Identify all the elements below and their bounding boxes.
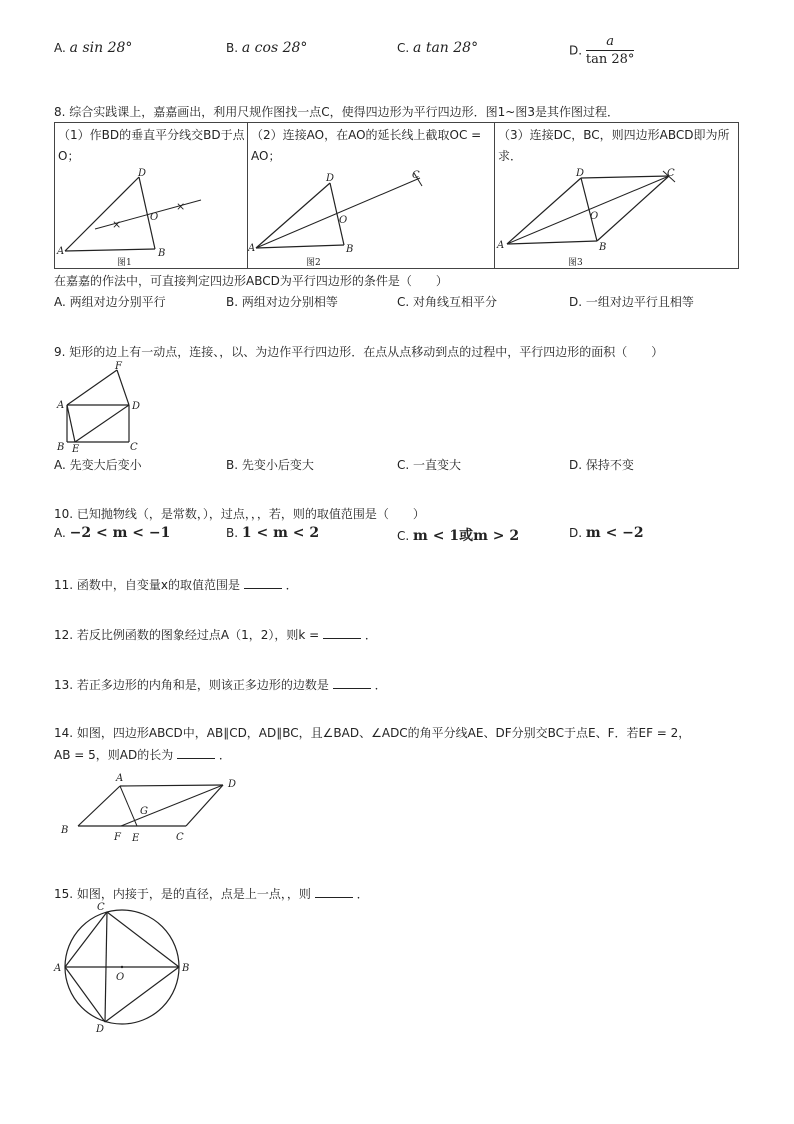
q11 bbox=[54, 576, 298, 593]
q14-end: ． bbox=[218, 748, 231, 762]
q14-line2 bbox=[54, 746, 231, 763]
svg-text:D: D bbox=[138, 168, 147, 179]
q9-option-c: C. 一直变大 bbox=[397, 458, 462, 472]
fraction-numerator: a bbox=[586, 34, 635, 51]
q10-option-c bbox=[397, 525, 519, 545]
figure-2-caption: 图2 bbox=[306, 258, 321, 268]
q7-option-a bbox=[54, 40, 132, 56]
svg-text:F: F bbox=[114, 832, 121, 843]
q11-end: ． bbox=[285, 578, 298, 592]
option-letter: B. bbox=[226, 526, 239, 540]
fraction-denominator: tan 28° bbox=[585, 52, 635, 67]
svg-text:O: O bbox=[590, 211, 599, 222]
q9-option-a: A. 先变大后变小 bbox=[54, 458, 142, 472]
q7-option-c bbox=[397, 40, 478, 56]
answer-blank bbox=[333, 678, 371, 689]
q14-text: AB = 5，则AD的长为 bbox=[54, 748, 174, 762]
svg-text:E: E bbox=[132, 833, 140, 844]
svg-text:B: B bbox=[158, 248, 166, 259]
svg-text:A: A bbox=[57, 400, 65, 411]
q12 bbox=[54, 626, 377, 643]
q8-cell-1 bbox=[55, 123, 248, 269]
option-expression: m < −2 bbox=[585, 525, 644, 541]
figure-1 bbox=[55, 168, 247, 268]
q8-option-a: A. 两组对边分别平行 bbox=[54, 295, 166, 309]
option-expression: −2 < m < −1 bbox=[69, 525, 171, 541]
svg-text:O: O bbox=[116, 972, 125, 983]
q8-option-d: D. 一组对边平行且相等 bbox=[569, 295, 694, 309]
svg-text:C: C bbox=[176, 832, 184, 843]
q8-step-3-text: （3）连接DC，BC，则四边形ABCD即为所求． bbox=[498, 128, 730, 163]
svg-text:D: D bbox=[326, 173, 335, 184]
q8-step-1-text: （1）作BD的垂直平分线交BD于点O； bbox=[58, 128, 245, 163]
q14-figure bbox=[58, 768, 258, 848]
svg-text:D: D bbox=[576, 168, 585, 179]
q8-option-c: C. 对角线互相平分 bbox=[397, 295, 498, 309]
figure-2 bbox=[248, 168, 494, 268]
q12-text: 12. 若反比例函数的图象经过点A（1，2），则k = bbox=[54, 628, 320, 642]
svg-text:G: G bbox=[140, 806, 148, 817]
figure-3-caption: 图3 bbox=[568, 258, 583, 268]
q15-text: 15. 如图，内接于，是的直径，点是上一点，，则 bbox=[54, 887, 311, 901]
svg-text:B: B bbox=[57, 442, 65, 452]
q13-end: ． bbox=[374, 678, 387, 692]
q10-option-b bbox=[226, 525, 319, 541]
svg-text:A: A bbox=[57, 246, 65, 257]
svg-text:D: D bbox=[96, 1024, 105, 1035]
q13 bbox=[54, 676, 387, 693]
q10-option-a bbox=[54, 525, 170, 541]
q9-stem: 9. 矩形的边上有一动点，连接、，以、为边作平行四边形．在点从点移动到点的过程中，平行四边形的面积（ ） bbox=[54, 345, 664, 359]
option-expression: a sin 28° bbox=[69, 40, 133, 56]
svg-text:×: × bbox=[176, 200, 186, 213]
q11-text: 11. 函数中，自变量x的取值范围是 bbox=[54, 578, 241, 592]
svg-text:O: O bbox=[150, 212, 159, 223]
q12-end: ． bbox=[364, 628, 377, 642]
svg-text:A: A bbox=[54, 963, 62, 974]
option-letter: A. bbox=[54, 526, 66, 540]
q15-figure bbox=[52, 900, 202, 1036]
answer-blank bbox=[315, 887, 353, 898]
option-letter: C. bbox=[397, 529, 410, 543]
q8-question: 在嘉嘉的作法中，可直接判定四边形ABCD为平行四边形的条件是（ ） bbox=[54, 274, 448, 288]
q7-option-d bbox=[569, 34, 634, 67]
svg-text:A: A bbox=[497, 240, 505, 251]
q8-cell-3 bbox=[495, 123, 739, 269]
svg-text:C: C bbox=[130, 442, 138, 452]
q9-option-b: B. 先变小后变大 bbox=[226, 458, 314, 472]
option-expression: a tan 28° bbox=[413, 40, 479, 56]
q14-line1: 14. 如图，四边形ABCD中，AB∥CD，AD∥BC，且∠BAD、∠ADC的角平分线AE、DF分别交BC于点E、F．若EF = 2， bbox=[54, 726, 691, 740]
option-letter: D. bbox=[569, 526, 583, 540]
svg-text:B: B bbox=[61, 825, 69, 836]
svg-text:C: C bbox=[412, 170, 420, 181]
option-expression: a cos 28° bbox=[241, 40, 308, 56]
svg-text:O: O bbox=[339, 215, 348, 226]
answer-blank bbox=[244, 578, 282, 589]
svg-text:B: B bbox=[346, 244, 354, 255]
figure-3 bbox=[495, 168, 738, 268]
option-letter: B. bbox=[226, 41, 239, 55]
svg-text:B: B bbox=[599, 242, 607, 253]
q9-figure bbox=[52, 360, 152, 452]
svg-text:E: E bbox=[72, 444, 80, 452]
option-letter: A. bbox=[54, 41, 66, 55]
svg-text:A: A bbox=[116, 773, 124, 784]
q9-option-d: D. 保持不变 bbox=[569, 458, 634, 472]
q8-construction-table bbox=[54, 122, 739, 269]
q13-text: 13. 若正多边形的内角和是，则该正多边形的边数是 bbox=[54, 678, 329, 692]
q7-option-b bbox=[226, 40, 307, 56]
svg-text:B: B bbox=[182, 963, 190, 974]
q15-end: ． bbox=[356, 887, 369, 901]
svg-text:×: × bbox=[112, 218, 122, 231]
q8-cell-2 bbox=[248, 123, 495, 269]
option-letter: C. bbox=[397, 41, 410, 55]
figure-1-caption: 图1 bbox=[117, 258, 132, 268]
svg-text:C: C bbox=[97, 902, 105, 913]
svg-text:D: D bbox=[228, 779, 237, 790]
answer-blank bbox=[323, 628, 361, 639]
fraction bbox=[586, 34, 635, 67]
option-letter: D. bbox=[569, 43, 583, 58]
option-expression: 1 < m < 2 bbox=[241, 525, 320, 541]
svg-text:C: C bbox=[667, 168, 675, 179]
q10-stem: 10. 已知抛物线（，是常数，），过点，，，若，则的取值范围是（ ） bbox=[54, 507, 425, 521]
svg-text:A: A bbox=[248, 243, 256, 254]
q10-option-d bbox=[569, 525, 644, 541]
option-expression: m < 1或m > 2 bbox=[413, 528, 520, 544]
q8-step-2-text: （2）连接AO，在AO的延长线上截取OC = AO； bbox=[251, 128, 482, 163]
svg-text:D: D bbox=[132, 401, 141, 412]
q8-stem: 8. 综合实践课上，嘉嘉画出，利用尺规作图找一点C，使得四边形为平行四边形．图1~图3是其作图过程． bbox=[54, 105, 619, 119]
svg-text:F: F bbox=[115, 361, 122, 372]
answer-blank bbox=[177, 748, 215, 759]
q8-option-b: B. 两组对边分别相等 bbox=[226, 295, 338, 309]
